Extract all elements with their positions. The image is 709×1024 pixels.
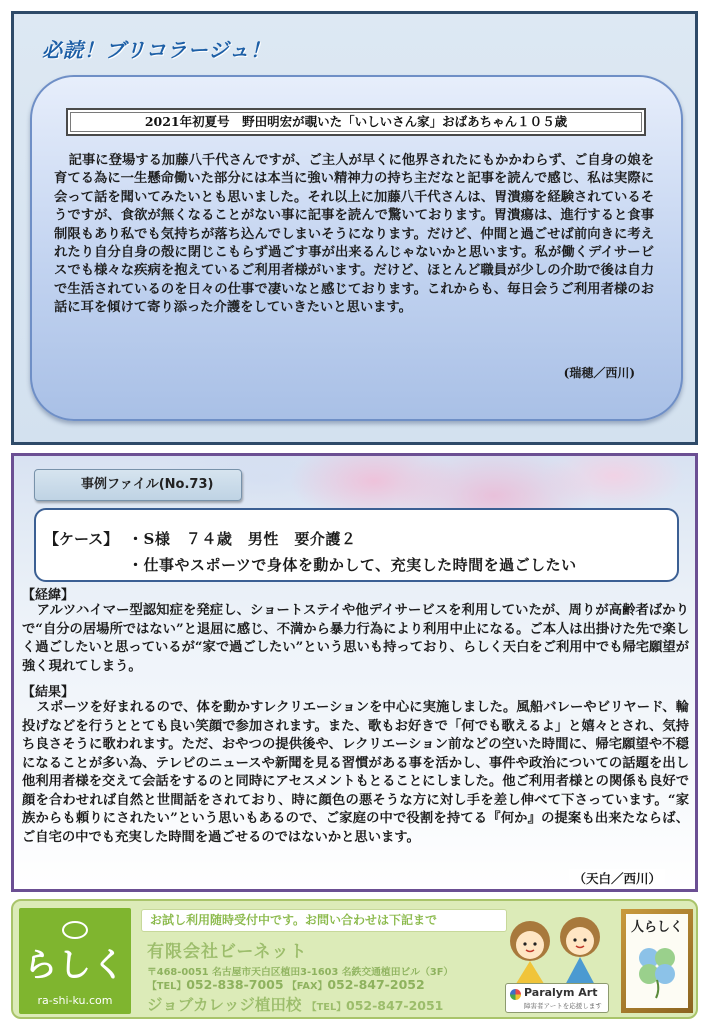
section-title: 必読！ブリコラージュ！ (42, 38, 271, 62)
school-tel-label: 【TEL】 (306, 1002, 347, 1013)
school-line (147, 993, 443, 1015)
article-bubble (30, 75, 683, 421)
paralym-art-badge (505, 983, 609, 1013)
logo-text: らしく (24, 945, 126, 984)
paralym-subtext: 障害者アートを応援します (524, 1002, 602, 1010)
background-body: アルツハイマー型認知症を発症し、ショートステイや他デイサービスを利用していたが、周りが高齢者ばかりで“自分の居場所ではない”と退屈に感じ、不満から暴力行為により利用中止になる。ご本人は出掛けた先で楽しく過ごしたいと思っているが“家で過ごしたい”という思いも持っており、らしく天白をご利用中でも帰宅願望が強く現れてしまう。 (22, 603, 689, 674)
article-body: 記事に登場する加藤八千代さんですが、ご主人が早くに他界されたにもかかわらず、ご自身の娘を育てる為に一生懸命働いた部分には本当に強い精神力の持ち主だなと記事を読んで感じ、私は実際に会って話を聞いてみたいとも思いました。それ以上に加藤八千代さんは、胃潰瘍を経験されているそうですが、食欲が無くなることがない事に記事を読んで驚いております。胃潰瘍は、進行すると食事制限もあり私でも気持ちが落ち込んでしまいそうになります。だけど、仲間と過ごせば前向きに考えれたり自分自身の殻に閉じこもらず過ごす事が出来るんじゃないかと思います。私が働くデイサービスでも様々な疾病を抱えているご利用者様がいます。だけど、ほとんど職員が少しの介助で後は自力で生活されているのを日々の仕事で凄いなと感じております。これからも、毎日会うご利用者様のお話に耳を傾けて寄り添った介護をしていきたいと思います。 (54, 153, 654, 316)
tel-label: 【TEL】 (147, 981, 187, 992)
logo-ring-icon (62, 921, 88, 939)
logo-url: ra-shi-ku.com (37, 994, 113, 1007)
tel-fax-line (147, 977, 425, 992)
result-body: スポーツを好まれるので、体を動かすレクリエーションを中心に実施しました。風船バレーやビリヤード、輪投げなどを行うととても良い笑顔で参加されます。また、歌もお好きで「何でも歌えるよ」と嬉々とされ、気持ち良さそうに歌われます。ただ、おやつの提供後や、レクリエーション前などの空いた時間に、帰宅願望や不穏になることが多い為、テレビのニュースや新聞を見る習慣がある事を活かし、事件や政治についての話題を出し他利用者様を交えて会話をするのと同時にアセスメントもとることにしました。他ご利用者様との関係も良好で顔を合わせれば自然と世間話をされており、時に顔色の悪そうな方に対し手を差し伸べて下さっています。“家族からも頼りにされたい”という思いもあるので、ご家庭の中で役割を持てる『何か』の提案も出来たならば、ご自宅の中でも充実した時間を過ごせるのではないかと思います。 (22, 700, 689, 845)
case-signature: （天白／西川） (569, 869, 665, 887)
article-header: 2021年初夏号 野田明宏が覗いた「いしいさん家」おばあちゃん１０５歳 (66, 108, 646, 136)
framed-artwork (621, 909, 693, 1013)
school-tel-number[interactable]: 052-847-2051 (346, 998, 444, 1013)
fax-number: 052-847-2052 (327, 977, 425, 992)
company-name: 有限会社ビーネット (147, 942, 308, 962)
trial-notice: お試し利用随時受付中です。お問い合わせは下記まで (141, 909, 507, 932)
fax-label: 【FAX】 (287, 981, 328, 992)
case-file-section (11, 453, 698, 892)
paralym-logo-icon (510, 989, 521, 1000)
rashiku-logo[interactable] (19, 908, 131, 1014)
school-name: ジョブカレッジ植田校 (147, 996, 302, 1014)
case-line-2: ・仕事やスポーツで身体を動かして、充実した時間を過ごしたい (128, 556, 577, 574)
artwork-text: 人らしく (630, 920, 683, 935)
children-illustration-icon (500, 911, 610, 987)
tel-number[interactable]: 052-838-7005 (186, 977, 284, 992)
article-signature: (瑞穂／西川) (563, 366, 635, 380)
case-line-1: ・S様 ７４歳 男性 要介護２ (128, 530, 357, 548)
footer-banner (11, 899, 698, 1019)
bricolage-section (11, 11, 698, 445)
case-file-tag: 事例ファイル(No.73) (34, 469, 242, 501)
company-address: 〒468-0051 名古屋市天白区植田3-1603 名鉄交通植田ビル（3F） (147, 967, 454, 978)
case-label: 【ケース】 (44, 530, 119, 548)
clover-artwork-icon (634, 940, 680, 1000)
result-heading: 【結果】 (22, 685, 75, 700)
case-summary-box (34, 508, 679, 582)
background-heading: 【経緯】 (22, 588, 75, 603)
paralym-name: Paralym Art (524, 986, 598, 999)
